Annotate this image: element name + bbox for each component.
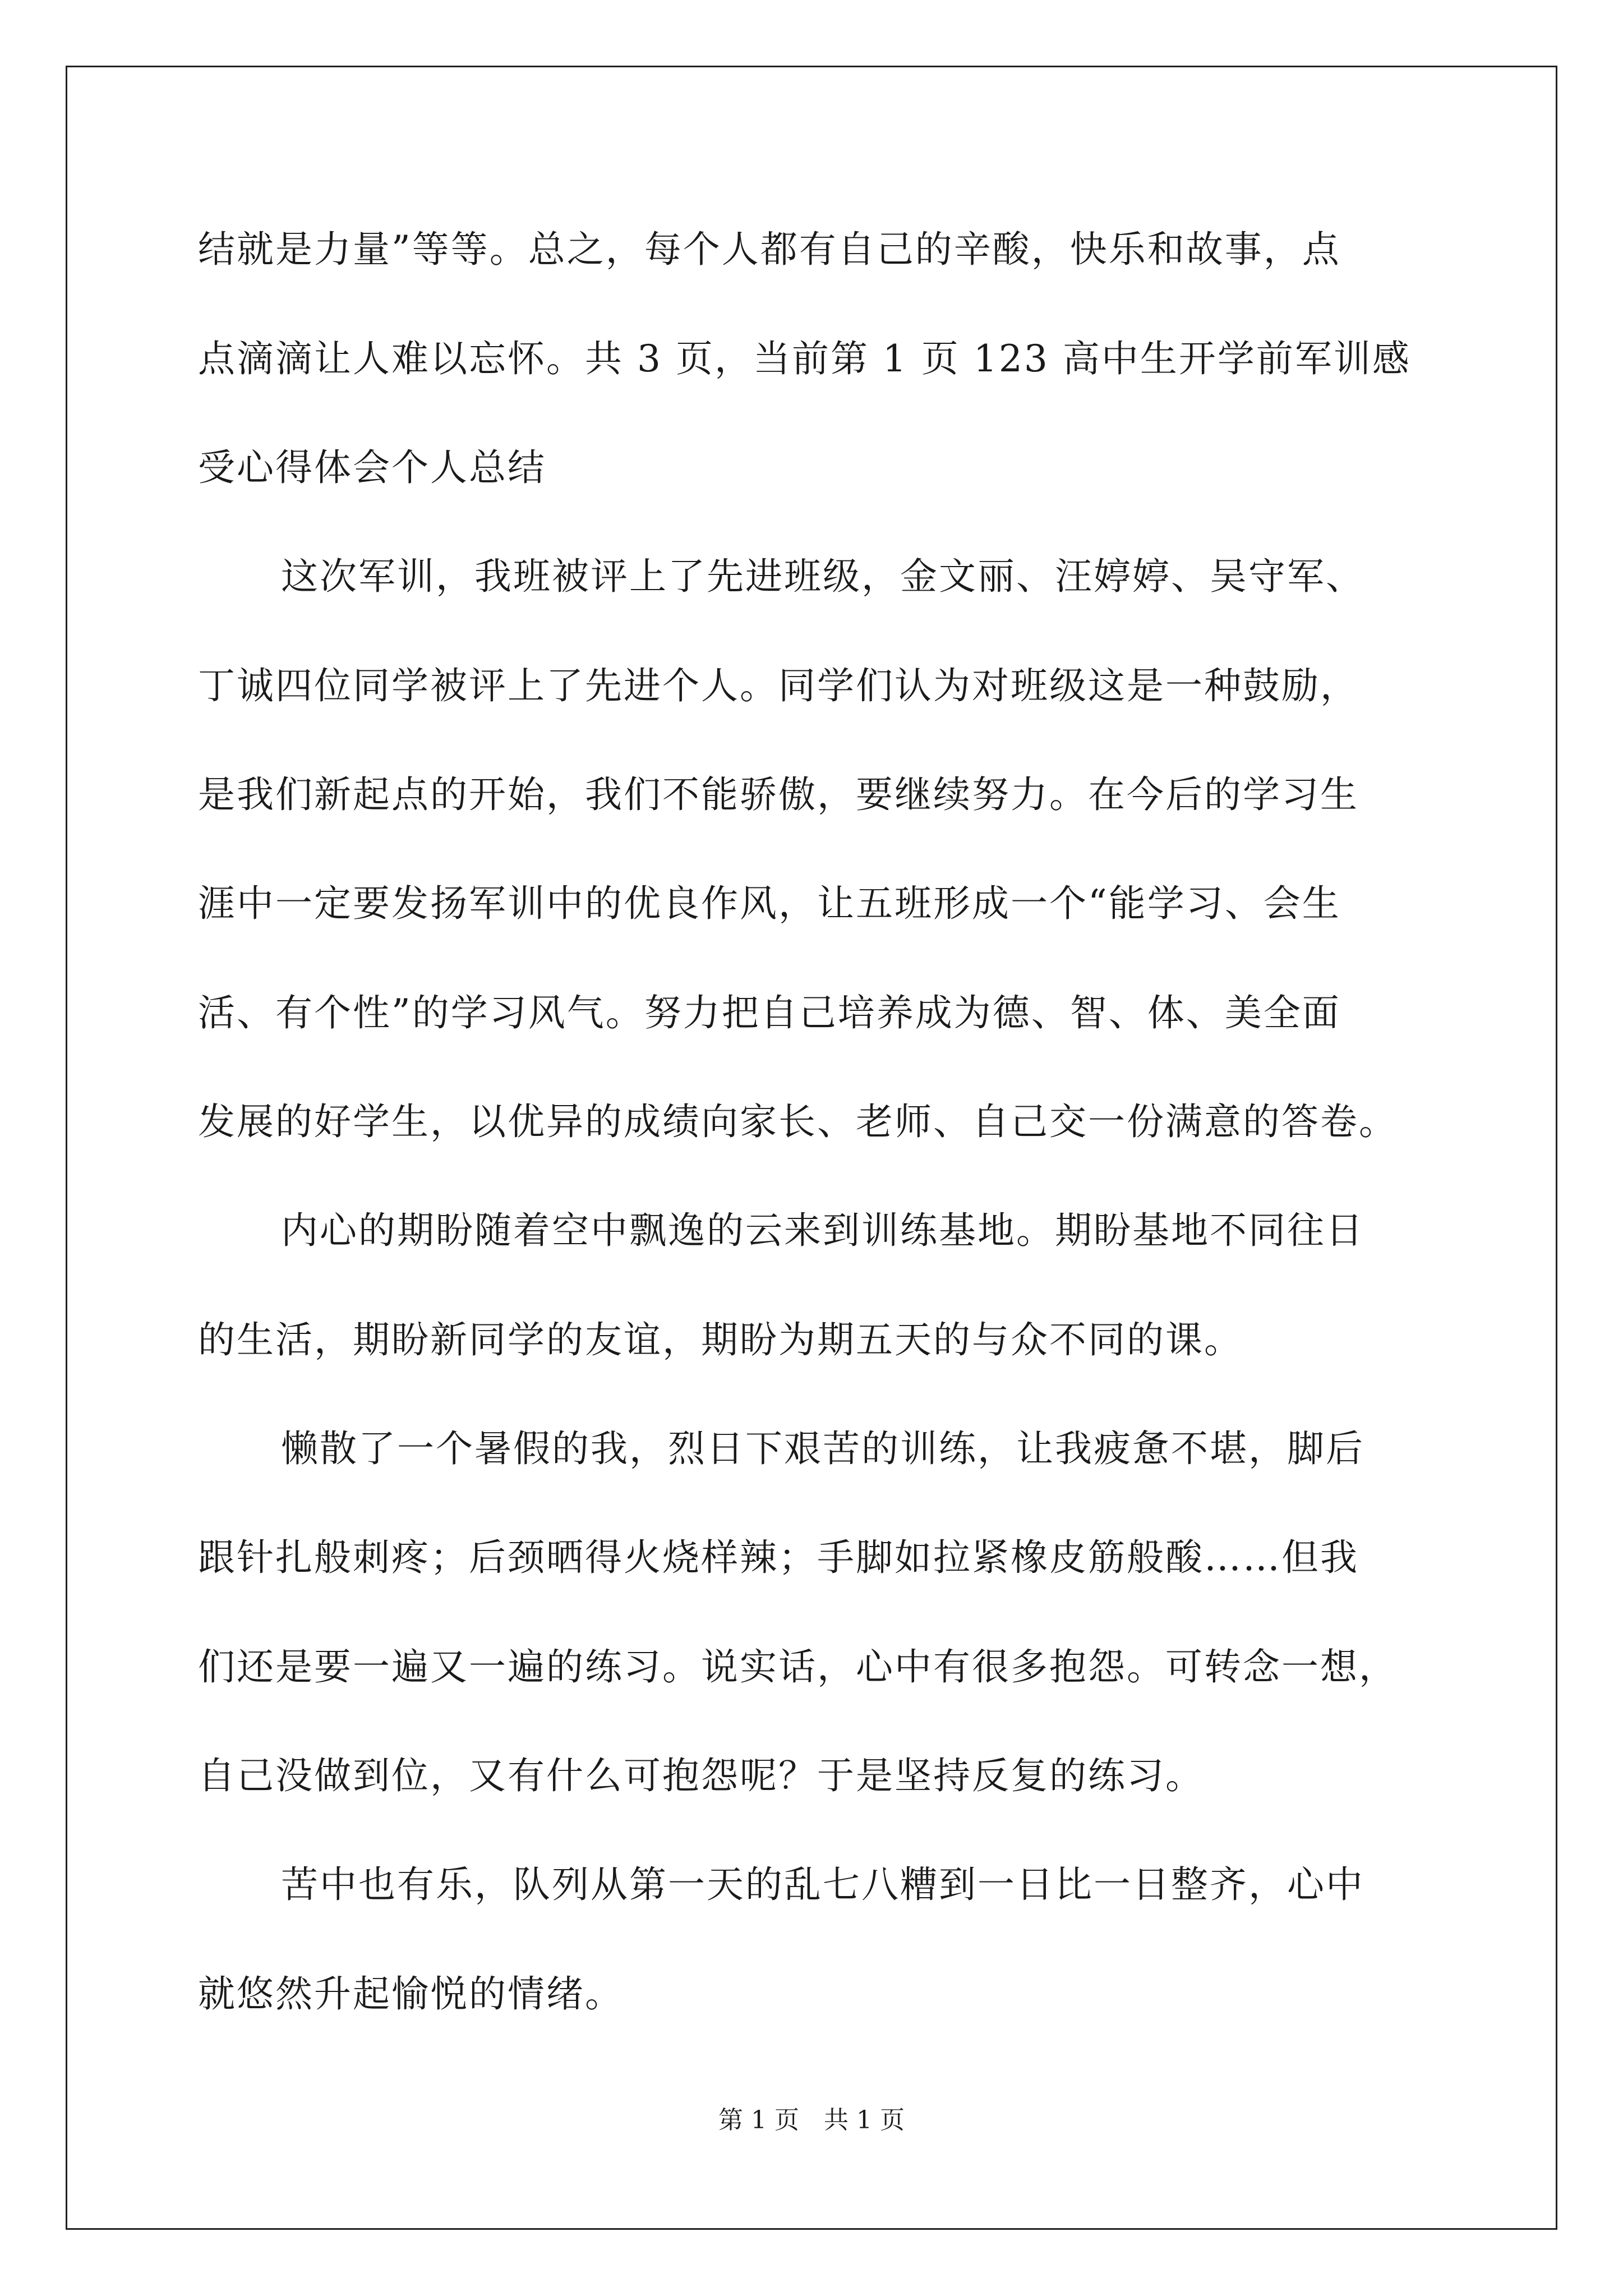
text-line: 丁诚四位同学被评上了先进个人。同学们认为对班级这是一种鼓励， bbox=[198, 664, 1359, 707]
text-line: 苦中也有乐，队列从第一天的乱七八糟到一日比一日整齐，心中 bbox=[281, 1863, 1364, 1906]
text-line: 就悠然升起愉悦的情绪。 bbox=[198, 1972, 624, 2016]
text-line: 自己没做到位，又有什么可抱怨呢？于是坚持反复的练习。 bbox=[198, 1754, 1204, 1797]
text-line: 活、有个性”的学习风气。努力把自己培养成为德、智、体、美全面 bbox=[198, 991, 1341, 1034]
page-footer: 第 1 页 共 1 页 bbox=[718, 2106, 905, 2134]
text-line: 内心的期盼随着空中飘逸的云来到训练基地。期盼基地不同往日 bbox=[281, 1209, 1364, 1252]
text-line: 结就是力量”等等。总之，每个人都有自己的辛酸，快乐和故事，点 bbox=[198, 228, 1341, 271]
text-line: 发展的好学生，以优异的成绩向家长、老师、自己交一份满意的答卷。 bbox=[198, 1100, 1398, 1143]
text-line: 这次军训，我班被评上了先进班级，金文丽、汪婷婷、吴守军、 bbox=[281, 555, 1364, 598]
text-line: 跟针扎般刺疼；后颈晒得火烧样辣；手脚如拉紧橡皮筋般酸……但我 bbox=[198, 1536, 1359, 1579]
text-line: 点滴滴让人难以忘怀。共 3 页，当前第 1 页 123 高中生开学前军训感 bbox=[198, 337, 1411, 380]
text-line: 受心得体会个人总结 bbox=[198, 446, 546, 489]
text-line: 的生活，期盼新同学的友谊，期盼为期五天的与众不同的课。 bbox=[198, 1318, 1243, 1361]
text-line: 是我们新起点的开始，我们不能骄傲，要继续努力。在今后的学习生 bbox=[198, 773, 1359, 816]
text-line: 懒散了一个暑假的我，烈日下艰苦的训练，让我疲惫不堪，脚后 bbox=[281, 1427, 1364, 1470]
text-line: 涯中一定要发扬军训中的优良作风，让五班形成一个“能学习、会生 bbox=[198, 882, 1341, 925]
text-line: 们还是要一遍又一遍的练习。说实话，心中有很多抱怨。可转念一想， bbox=[198, 1645, 1398, 1688]
